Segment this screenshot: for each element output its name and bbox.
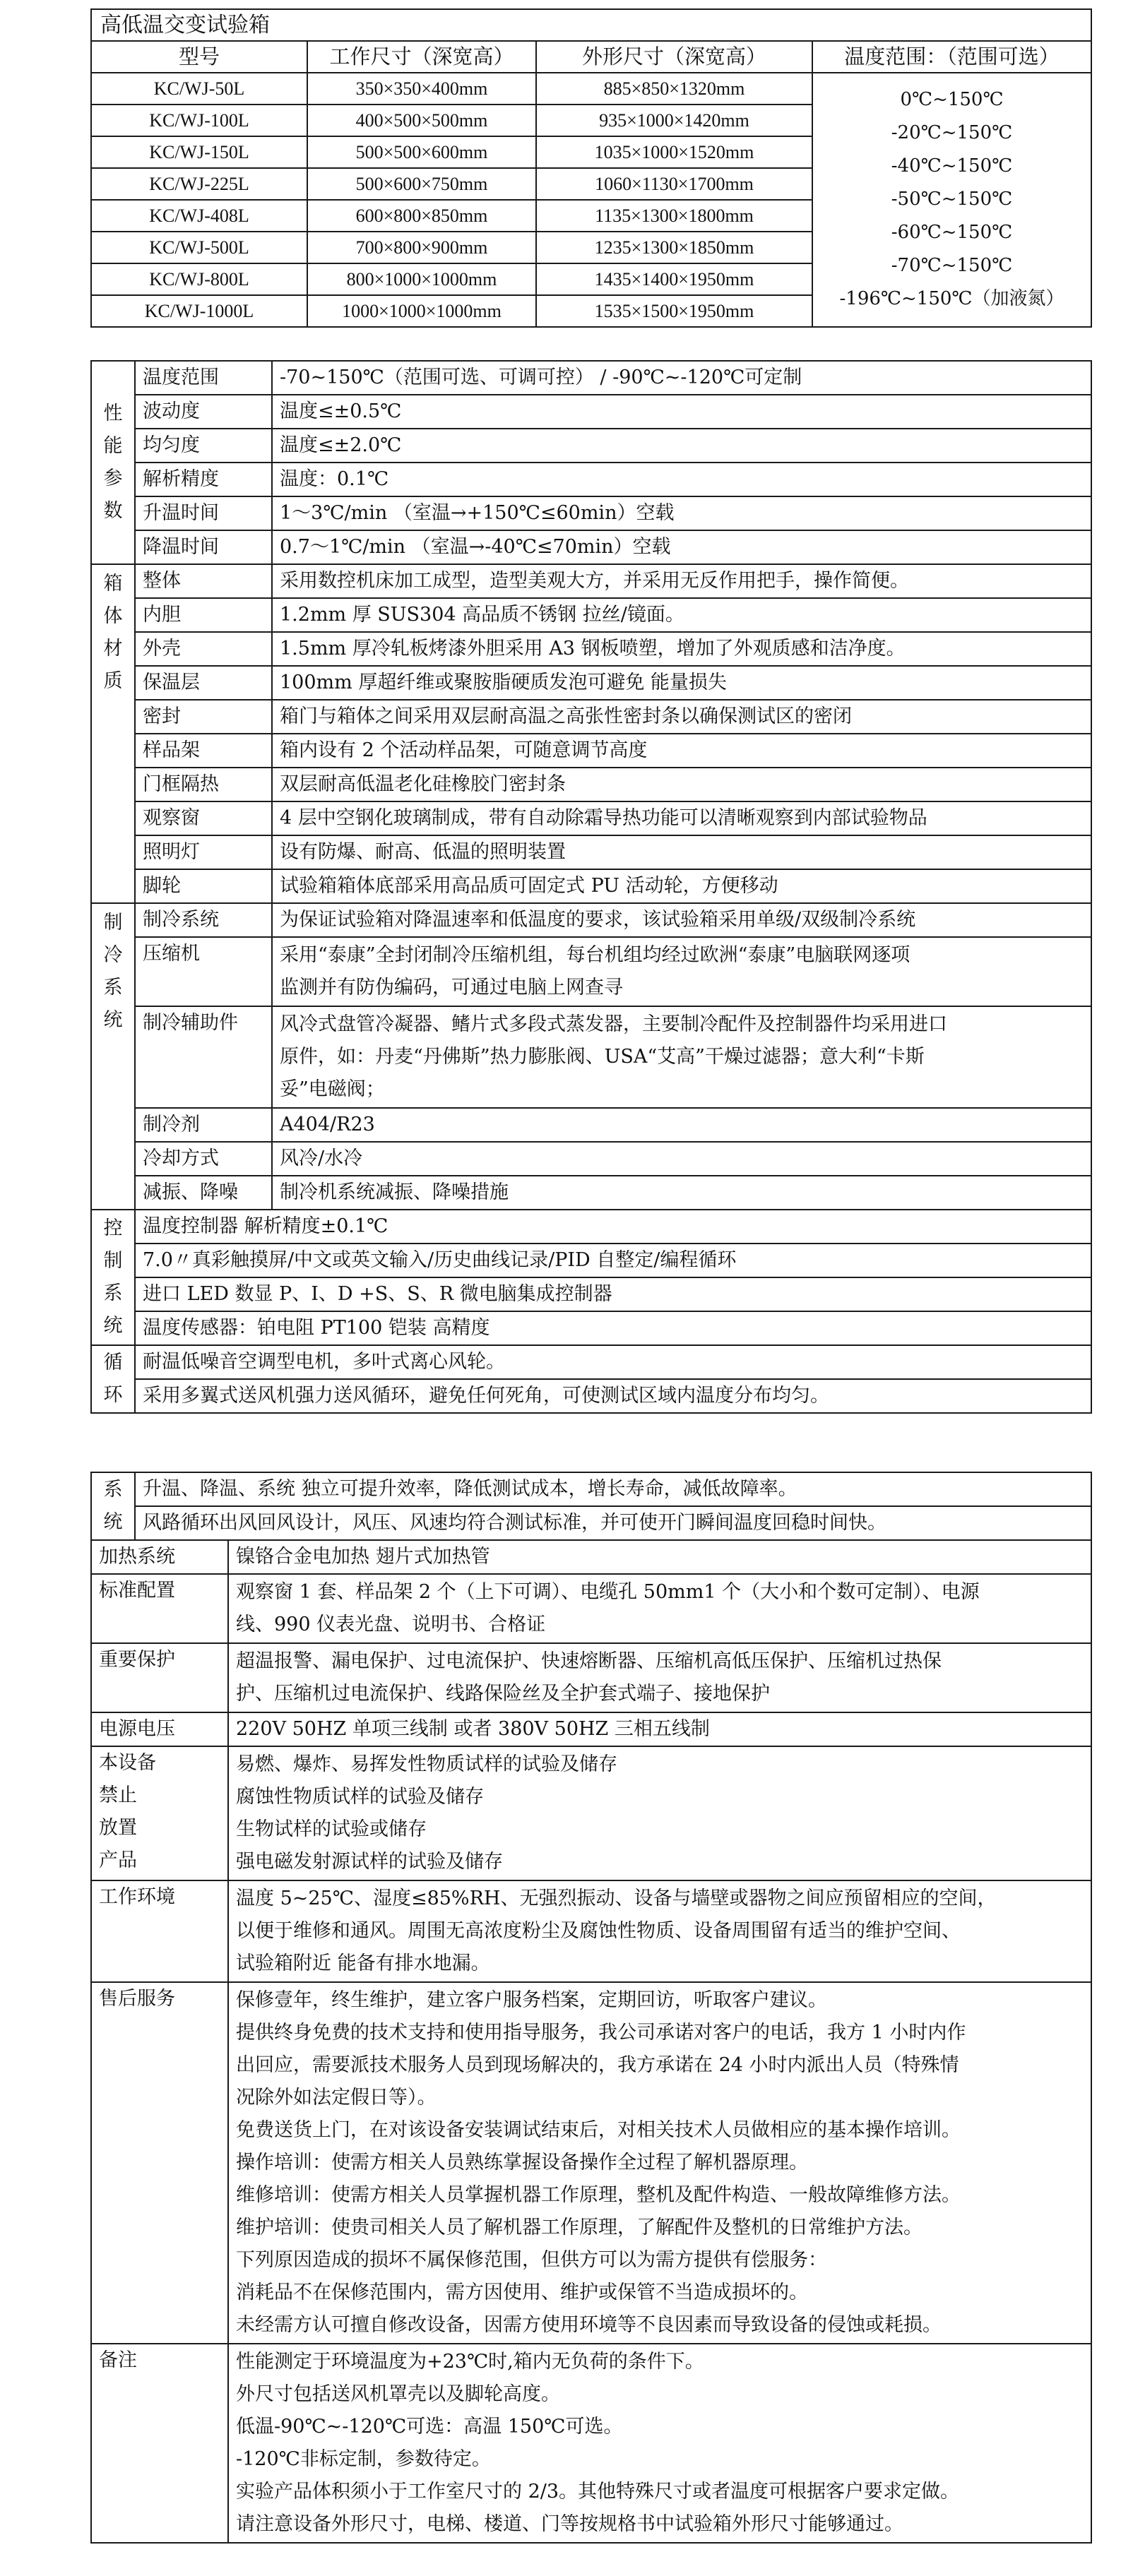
- model-cell: KC/WJ-500L: [91, 232, 307, 263]
- control-row: 温度控制器 解析精度±0.1℃: [135, 1210, 1091, 1244]
- outer-size-cell: 885×850×1320mm: [536, 73, 812, 105]
- group-char: 冷: [103, 944, 123, 966]
- text-line: 实验产品体积须小于工作室尺寸的 2/3。其他特殊尺寸或者温度可根据客户要求定做。: [236, 2481, 960, 2503]
- environment-value: [228, 1880, 1091, 1982]
- text-line: 妥”电磁阀；: [280, 1078, 385, 1100]
- param-label: 降温时间: [135, 530, 272, 564]
- group-char: 统: [103, 1315, 123, 1337]
- header-work-size: 工作尺寸（深宽高）: [307, 41, 536, 73]
- param-value: 温度≤±0.5℃: [272, 395, 1091, 429]
- text-line: 产品: [99, 1849, 137, 1871]
- work-size-cell: 800×1000×1000mm: [307, 263, 536, 295]
- group-char: 参: [103, 467, 123, 489]
- group-char: 制: [103, 1250, 123, 1272]
- group-char: 制: [103, 912, 123, 934]
- text-line: 本设备: [99, 1752, 156, 1774]
- param-label: 保温层: [135, 666, 272, 700]
- param-label: 压缩机: [135, 937, 272, 1006]
- param-label: 样品架: [135, 734, 272, 768]
- param-value: 箱内设有 2 个活动样品架，可随意调节高度: [272, 734, 1091, 768]
- text-line: 腐蚀性物质试样的试验及储存: [236, 1786, 484, 1808]
- forbid-value: [228, 1746, 1091, 1880]
- spec-table: [90, 8, 1092, 328]
- param-value: 制冷机系统减振、降噪措施: [272, 1176, 1091, 1210]
- text-line: 温度 5~25℃、湿度≤85%RH、无强烈振动、设备与墙壁或器物之间应预留相应的空间，: [236, 1888, 997, 1909]
- model-cell: KC/WJ-50L: [91, 73, 307, 105]
- param-value: 双层耐高低温老化硅橡胶门密封条: [272, 768, 1091, 801]
- heating-label: 加热系统: [91, 1540, 228, 1574]
- text-line: 请注意设备外形尺寸，电梯、楼道、门等按规格书中试验箱外形尺寸能够通过。: [236, 2513, 903, 2535]
- outer-size-cell: 1235×1300×1850mm: [536, 232, 812, 263]
- outer-size-cell: 1035×1000×1520mm: [536, 136, 812, 168]
- header-model: 型号: [91, 41, 307, 73]
- text-line: 操作培训：使需方相关人员熟练掌握设备操作全过程了解机器原理。: [236, 2152, 808, 2174]
- power-value: 220V 50HZ 单项三线制 或者 380V 50HZ 三相五线制: [228, 1712, 1091, 1746]
- temp-range-item: -70℃~150℃: [891, 255, 1013, 276]
- model-cell: KC/WJ-100L: [91, 105, 307, 136]
- outer-size-cell: 1535×1500×1950mm: [536, 295, 812, 327]
- param-value: 1.5mm 厚冷轧板烤漆外胆采用 A3 钢板喷塑，增加了外观质感和洁净度。: [272, 632, 1091, 666]
- param-value: 0.7～1℃/min （室温→-40℃≤70min）空载: [272, 530, 1091, 564]
- text-line: 保修壹年，终生维护，建立客户服务档案，定期回访，听取客户建议。: [236, 1989, 827, 2011]
- param-label: 整体: [135, 564, 272, 598]
- text-line: 外尺寸包括送风机罩壳以及脚轮高度。: [236, 2383, 560, 2405]
- text-line: 监测并有防伪编码，可通过电脑上网查寻: [280, 977, 623, 998]
- temp-range-item: -50℃~150℃: [891, 189, 1013, 210]
- param-value: 采用数控机床加工成型，造型美观大方，并采用无反作用把手，操作简便。: [272, 564, 1091, 598]
- remarks-label: 备注: [91, 2344, 228, 2543]
- group-char: 性: [103, 402, 123, 424]
- temp-range-list: [812, 73, 1091, 327]
- param-label: 观察窗: [135, 801, 272, 835]
- forbid-label: [91, 1746, 228, 1880]
- group-char: 系: [103, 1282, 123, 1304]
- param-label: 内胆: [135, 598, 272, 632]
- group-char: 箱: [103, 573, 123, 595]
- text-line: 风冷式盘管冷凝器、鳍片式多段式蒸发器，主要制冷配件及控制器件均采用进口: [280, 1013, 947, 1035]
- group-char: 质: [103, 670, 123, 692]
- environment-label: 工作环境: [91, 1880, 228, 1982]
- text-line: 免费送货上门，在对该设备安装调试结束后，对相关技术人员做相应的基本操作培训。: [236, 2119, 961, 2141]
- group-char: 统: [103, 1009, 123, 1031]
- group-char: 循: [103, 1352, 123, 1373]
- text-line: 维护培训：使贵司相关人员了解机器工作原理，了解配件及整机的日常维护方法。: [236, 2217, 923, 2238]
- text-line: 易燃、爆炸、易挥发性物质试样的试验及储存: [236, 1753, 617, 1775]
- header-outer-size: 外形尺寸（深宽高）: [536, 41, 812, 73]
- group-char: 统: [103, 1511, 123, 1533]
- work-size-cell: 700×800×900mm: [307, 232, 536, 263]
- param-label: 波动度: [135, 395, 272, 429]
- heating-value: 镍铬合金电加热 翅片式加热管: [228, 1540, 1091, 1574]
- temp-range-item: -20℃~150℃: [891, 122, 1013, 143]
- text-line: 试验箱附近 能备有排水地漏。: [236, 1952, 490, 1974]
- param-value: 设有防爆、耐高、低温的照明装置: [272, 835, 1091, 869]
- param-value: 风冷/水冷: [272, 1142, 1091, 1176]
- param-value: [272, 937, 1091, 1006]
- param-label: 制冷辅助件: [135, 1006, 272, 1108]
- remarks-value: [228, 2344, 1091, 2543]
- text-line: 生物试样的试验或储存: [236, 1818, 427, 1840]
- param-label: 外壳: [135, 632, 272, 666]
- param-label: 温度范围: [135, 361, 272, 395]
- param-value: 4 层中空钢化玻璃制成，带有自动除霜导热功能可以清晰观察到内部试验物品: [272, 801, 1091, 835]
- text-line: 禁止: [99, 1784, 137, 1806]
- text-line: 护、压缩机过电流保护、线路保险丝及全护套式端子、接地保护: [236, 1683, 770, 1705]
- outer-size-cell: 1135×1300×1800mm: [536, 200, 812, 232]
- service-value: [228, 1982, 1091, 2344]
- text-line: 未经需方认可擅自修改设备，因需方使用环境等不良因素而导致设备的侵蚀或耗损。: [236, 2314, 942, 2336]
- group-char: 环: [103, 1384, 123, 1406]
- spec-table-title: 高低温交变试验箱: [91, 9, 1091, 41]
- param-label: 脚轮: [135, 869, 272, 903]
- text-line: 提供终身免费的技术支持和使用指导服务，我公司承诺对客户的电话，我方 1 小时内作: [236, 2022, 966, 2044]
- circulation-row: 采用多翼式送风机强力送风循环，避免任何死角，可使测试区域内温度分布均匀。: [135, 1379, 1091, 1413]
- group-performance: [91, 361, 135, 564]
- control-row: 温度传感器：铂电阻 PT100 铠装 高精度: [135, 1311, 1091, 1345]
- param-label: 冷却方式: [135, 1142, 272, 1176]
- param-label: 密封: [135, 700, 272, 734]
- outer-size-cell: 1435×1400×1950mm: [536, 263, 812, 295]
- header-temp-range: 温度范围：（范围可选）: [812, 41, 1091, 73]
- text-line: 观察窗 1 套、样品架 2 个（上下可调）、电缆孔 50mm1 个（大小和个数可定制）、电源: [236, 1581, 980, 1603]
- protection-label: 重要保护: [91, 1643, 228, 1712]
- param-label: 制冷系统: [135, 903, 272, 937]
- text-line: 采用“泰康”全封闭制冷压缩机组，每台机组均经过欧洲“泰康”电脑联网逐项: [280, 944, 911, 966]
- param-label: 减振、降噪: [135, 1176, 272, 1210]
- param-value: 温度≤±2.0℃: [272, 429, 1091, 463]
- temp-range-item: -60℃~150℃: [891, 222, 1013, 243]
- standard-value: [228, 1574, 1091, 1643]
- outer-size-cell: 935×1000×1420mm: [536, 105, 812, 136]
- param-value: 1～3℃/min （室温→+150℃≤60min）空载: [272, 496, 1091, 530]
- param-value: 试验箱箱体底部采用高品质可固定式 PU 活动轮，方便移动: [272, 869, 1091, 903]
- model-cell: KC/WJ-1000L: [91, 295, 307, 327]
- model-cell: KC/WJ-408L: [91, 200, 307, 232]
- work-size-cell: 400×500×500mm: [307, 105, 536, 136]
- text-line: 以便于维修和通风。周围无高浓度粉尘及腐蚀性物质、设备周围留有适当的维护空间、: [236, 1920, 961, 1942]
- text-line: 消耗品不在保修范围内，需方因使用、维护或保管不当造成损坏的。: [236, 2282, 808, 2303]
- param-label: 均匀度: [135, 429, 272, 463]
- param-value: 1.2mm 厚 SUS304 高品质不锈钢 拉丝/镜面。: [272, 598, 1091, 632]
- param-value: 温度：0.1℃: [272, 463, 1091, 496]
- group-char: 体: [103, 605, 123, 627]
- text-line: 线、990 仪表光盘、说明书、合格证: [236, 1614, 546, 1635]
- model-cell: KC/WJ-225L: [91, 168, 307, 200]
- group-system: [91, 1472, 135, 1540]
- param-value: A404/R23: [272, 1108, 1091, 1142]
- param-label: 制冷剂: [135, 1108, 272, 1142]
- power-label: 电源电压: [91, 1712, 228, 1746]
- temp-range-item: 0℃~150℃: [900, 89, 1004, 110]
- param-value: 100mm 厚超纤维或聚胺脂硬质发泡可避免 能量损失: [272, 666, 1091, 700]
- param-value: 为保证试验箱对降温速率和低温度的要求，该试验箱采用单级/双级制冷系统: [272, 903, 1091, 937]
- work-size-cell: 500×600×750mm: [307, 168, 536, 200]
- temp-range-item: -196℃~150℃（加液氮）: [839, 288, 1064, 309]
- standard-label: 标准配置: [91, 1574, 228, 1643]
- param-label: 照明灯: [135, 835, 272, 869]
- group-cabinet: [91, 564, 135, 903]
- control-row: 7.0〃真彩触摸屏/中文或英文输入/历史曲线记录/PID 自整定/编程循环: [135, 1244, 1091, 1277]
- text-line: 强电磁发射源试样的试验及储存: [236, 1851, 503, 1873]
- text-line: 况除外如法定假日等）。: [236, 2087, 437, 2109]
- service-table: [90, 1472, 1092, 2544]
- param-label: 升温时间: [135, 496, 272, 530]
- circulation-row: 耐温低噪音空调型电机，多叶式离心风轮。: [135, 1345, 1091, 1379]
- text-line: 放置: [99, 1817, 137, 1839]
- param-value: [272, 1006, 1091, 1108]
- parameter-table: [90, 360, 1092, 1414]
- group-char: 控: [103, 1217, 123, 1239]
- group-control: [91, 1210, 135, 1345]
- service-label: 售后服务: [91, 1982, 228, 2344]
- work-size-cell: 350×350×400mm: [307, 73, 536, 105]
- work-size-cell: 600×800×850mm: [307, 200, 536, 232]
- group-refrigeration: [91, 903, 135, 1210]
- text-line: -120℃非标定制，参数待定。: [236, 2448, 491, 2470]
- protection-value: [228, 1643, 1091, 1712]
- param-label: 门框隔热: [135, 768, 272, 801]
- text-line: 出回应，需要派技术服务人员到现场解决的，我方承诺在 24 小时内派出人员（特殊情: [236, 2054, 959, 2076]
- work-size-cell: 1000×1000×1000mm: [307, 295, 536, 327]
- control-row: 进口 LED 数显 P、I、D +S、S、R 微电脑集成控制器: [135, 1277, 1091, 1311]
- group-circulation: [91, 1345, 135, 1413]
- text-line: 维修培训：使需方相关人员掌握机器工作原理，整机及配件构造、一般故障维修方法。: [236, 2184, 961, 2206]
- temp-range-item: -40℃~150℃: [891, 155, 1013, 177]
- text-line: 低温-90℃~-120℃可选：高温 150℃可选。: [236, 2416, 623, 2438]
- text-line: 性能测定于环境温度为+23℃时,箱内无负荷的条件下。: [236, 2351, 704, 2373]
- group-char: 数: [103, 500, 123, 522]
- text-line: 原件，如：丹麦“丹佛斯”热力膨胀阀、USA“艾高”干燥过滤器；意大利“卡斯: [280, 1046, 925, 1068]
- group-char: 系: [103, 977, 123, 998]
- group-char: 能: [103, 435, 123, 457]
- group-char: 材: [103, 638, 123, 660]
- text-line: 下列原因造成的损坏不属保修范围，但供方可以为需方提供有偿服务：: [236, 2249, 827, 2271]
- param-value: -70~150℃（范围可选、可调可控） / -90℃~-120℃可定制: [272, 361, 1091, 395]
- system-row: 升温、降温、系统 独立可提升效率，降低测试成本，增长寿命，减低故障率。: [135, 1472, 1091, 1506]
- param-label: 解析精度: [135, 463, 272, 496]
- system-row: 风路循环出风回风设计，风压、风速均符合测试标准，并可使开门瞬间温度回稳时间快。: [135, 1506, 1091, 1540]
- outer-size-cell: 1060×1130×1700mm: [536, 168, 812, 200]
- model-cell: KC/WJ-150L: [91, 136, 307, 168]
- text-line: 超温报警、漏电保护、过电流保护、快速熔断器、压缩机高低压保护、压缩机过热保: [236, 1650, 942, 1672]
- work-size-cell: 500×500×600mm: [307, 136, 536, 168]
- model-cell: KC/WJ-800L: [91, 263, 307, 295]
- group-char: 系: [103, 1479, 123, 1501]
- param-value: 箱门与箱体之间采用双层耐高温之高张性密封条以确保测试区的密闭: [272, 700, 1091, 734]
